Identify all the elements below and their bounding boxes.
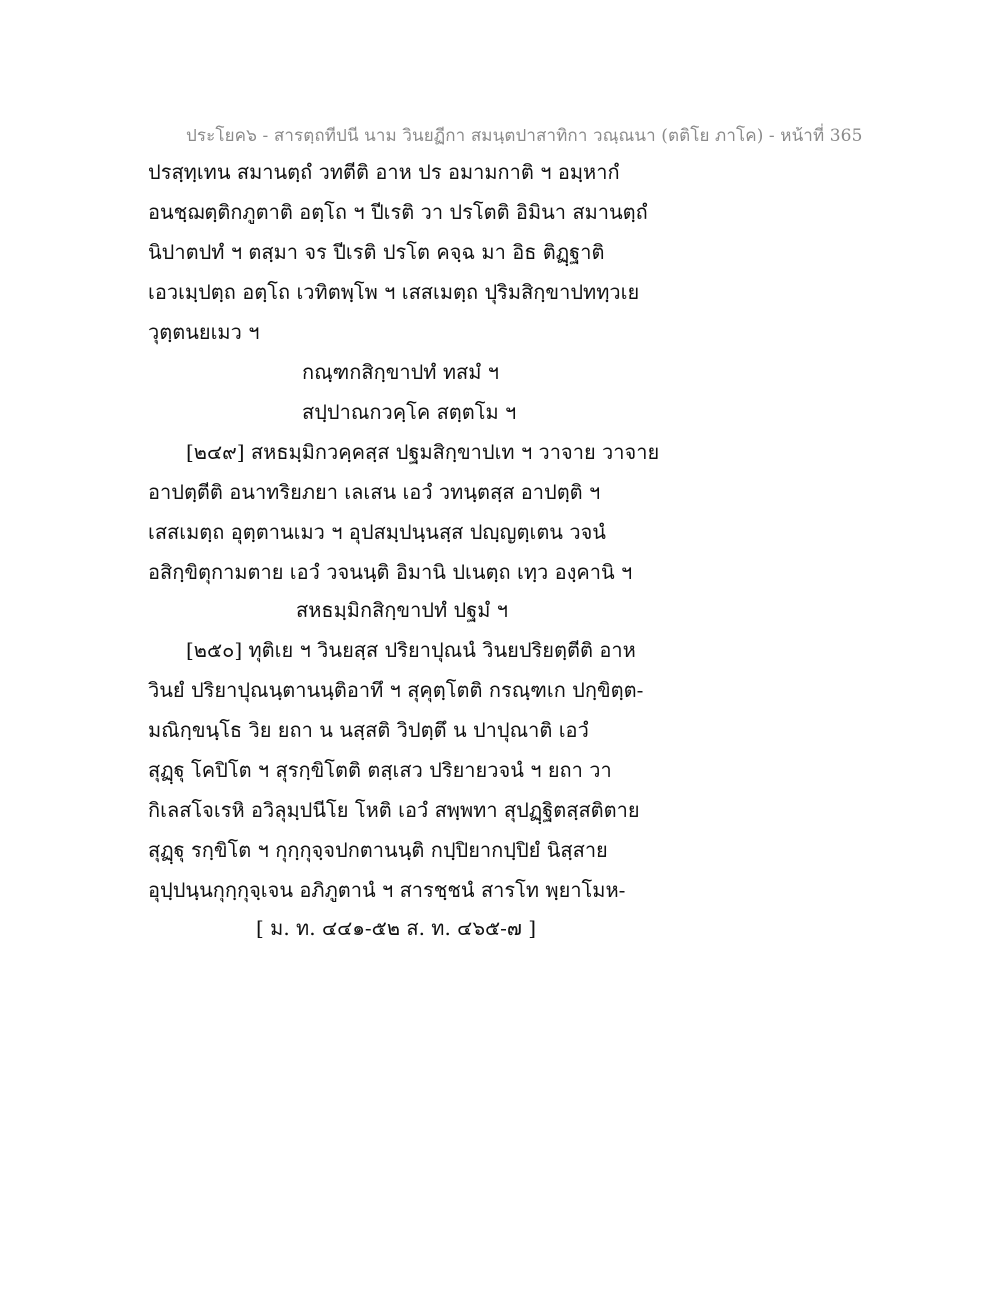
text-line: สุฏฺฐุ โคปิโต ฯ สุรกฺขิโตติ ตสฺเสว ปริยายวจนํ ฯ ยถา วา [148, 758, 612, 782]
text-line: วุตฺตนยเมว ฯ [148, 320, 260, 344]
paragraph-start-line: [๒๕๐] ทุติเย ฯ วินยสฺส ปริยาปุณนํ วินยปริยตฺตีติ อาห [186, 638, 636, 662]
text-line: อุปฺปนฺนกุกฺกุจฺเจน อภิภูตานํ ฯ สารชฺชนํ สารโท พฺยาโมห- [148, 878, 626, 902]
text-line: วินยํ ปริยาปุณนฺตานนฺติอาทึ ฯ สุคุตฺโตติ กรณฺฑเก ปกฺขิตฺต- [148, 678, 644, 702]
section-end-heading: สหธมฺมิกสิกฺขาปทํ ปฐมํ ฯ [296, 598, 509, 622]
text-line: สุฏฺฐุ รกฺขิโต ฯ กุกฺกุจฺจปกตานนฺติ กปฺปิยากปฺปิยํ นิสฺสาย [148, 838, 608, 862]
reference-note: [ ม. ท. ๔๔๑-๕๒ ส. ท. ๔๖๕-๗ ] [256, 916, 537, 940]
text-line: เสสเมตฺถ อุตฺตานเมว ฯ อุปสมฺปนฺนสฺส ปญฺญตฺเตน วจนํ [148, 520, 606, 544]
text-line: เอวเมฺปตฺถ อตฺโถ เวทิตพฺโพ ฯ เสสเมตฺถ ปุริมสิกฺขาปททฺวเย [148, 280, 640, 304]
text-line: กิเลสโจเรหิ อวิลุมฺปนีโย โหติ เอวํ สพฺพทา สุปฏฺฐิตสฺสติตาย [148, 798, 640, 822]
text-line: มณิกฺขนฺโธ วิย ยถา น นสฺสติ วิปตฺตึ น ปาปุณาติ เอวํ [148, 718, 589, 742]
chapter-end-heading: สปฺปาณกวคฺโค สตฺตโม ฯ [302, 400, 517, 424]
section-end-heading: กณฺฑกสิกฺขาปทํ ทสมํ ฯ [302, 360, 499, 384]
text-line: นิปาตปทํ ฯ ตสฺมา จร ปีเรติ ปรโต คจฺฉ มา อิธ ติฏฺฐาติ [148, 240, 605, 264]
page-header: ประโยค๖ - สารตฺถทีปนี นาม วินยฏีกา สมนฺตปาสาทิกา วณฺณนา (ตติโย ภาโค) - หน้าที่ 365 [186, 126, 863, 146]
text-line: อาปตฺตีติ อนาทริยภยา เลเสน เอวํ วทนฺตสฺส อาปตฺติ ฯ [148, 480, 601, 504]
text-line: อสิกฺขิตุกามตาย เอวํ วจนนฺติ อิมานิ ปเนตฺถ เทฺว องฺคานิ ฯ [148, 560, 633, 584]
text-line: อนชฺฌตฺติกภูตาติ อตฺโถ ฯ ปีเรติ วา ปรโตติ อิมินา สมานตฺถํ [148, 200, 648, 224]
text-line: ปรสฺทฺเทน สมานตฺถํ วทตีติ อาห ปร อมามกาติ ฯ อมฺหากํ [148, 160, 620, 184]
paragraph-start-line: [๒๔๙] สหธมฺมิกวคฺคสฺส ปฐมสิกฺขาปเท ฯ วาจาย วาจาย [186, 440, 660, 464]
